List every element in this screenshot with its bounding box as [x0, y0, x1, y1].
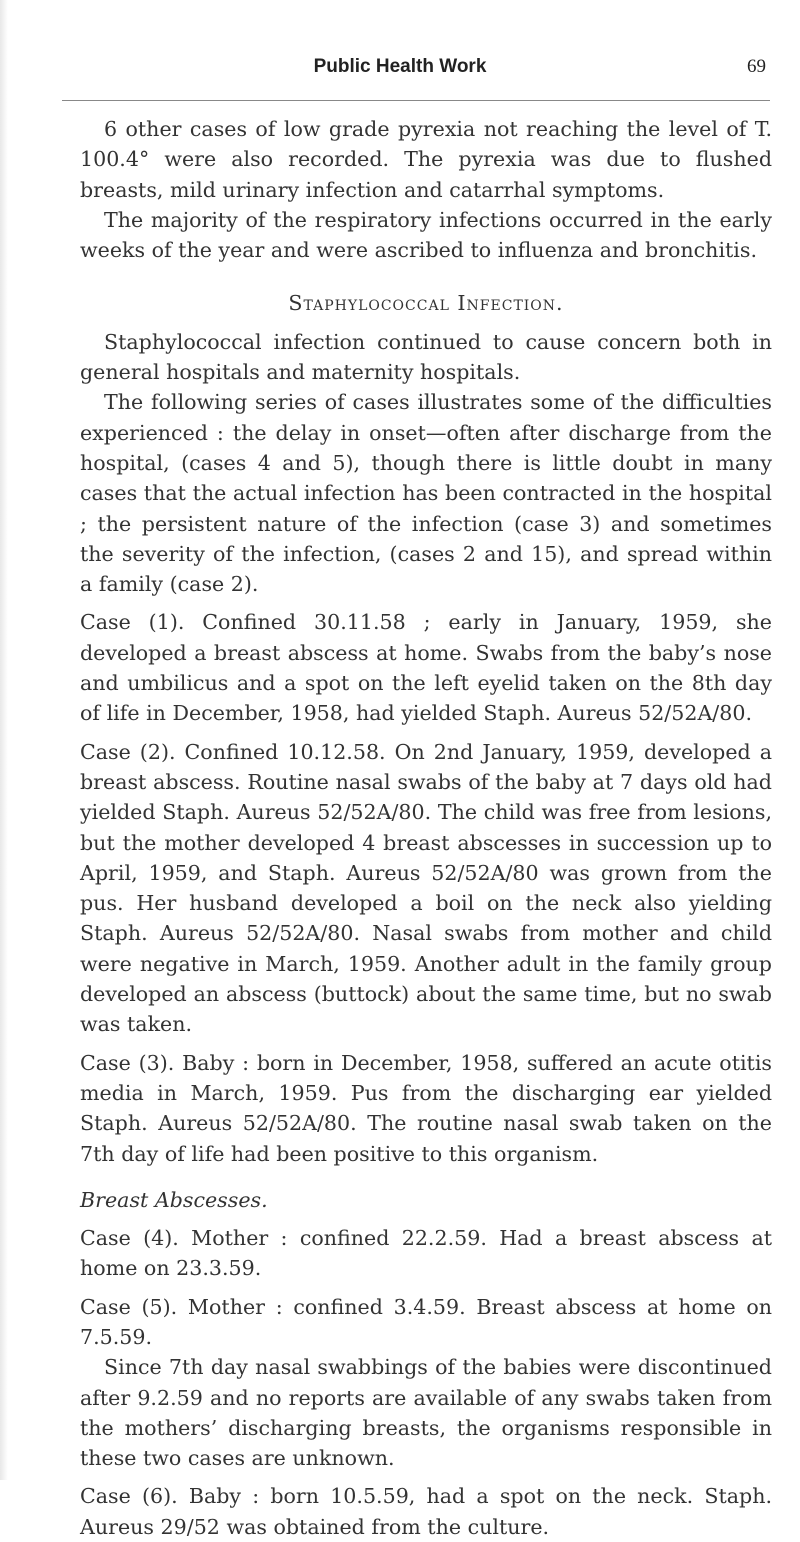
page-number: 69	[747, 56, 766, 77]
paragraph-staph-intro: Staphylococcal infection continued to cause concern both in general hospitals and maternity hospitals.	[80, 329, 772, 385]
case-5: Case (5). Mother : confined 3.4.59. Breast abscess at home on 7.5.59.	[80, 1294, 772, 1349]
header-title: Public Health Work	[313, 56, 487, 77]
case-6: Case (6). Baby : born 10.5.59, had a spot on the neck. Staph. Aureus 29/52 was obtained from the culture.	[80, 1484, 772, 1539]
case-4: Case (4). Mother : confined 22.2.59. Had a breast abscess at home on 23.3.59.	[80, 1226, 772, 1281]
subheading-breast-abscesses: Breast Abscesses.	[80, 1187, 268, 1212]
case-1: Case (1). Confined 30.11.58 ; early in January, 1959, she developed a breast abscess at home. Swabs from the baby’s nose and umbilicus and a spot on the left eyelid taken on the 8th day of life in December, 1958, had yielded Staph. Aureus 52/52A/80.	[80, 610, 772, 726]
case-2: Case (2). Confined 10.12.58. On 2nd January, 1959, developed a breast abscess. Routine nasal swabs of the baby at 7 days old had yielded Staph. Aureus 52/52A/80. The child was free from lesions, but the mother developed 4 breast abscesses in succession up to April, 1959, and Staph. Aureus 52/52A/80 was grown from the pus. Her husband developed a boil on the neck also yielding Staph. Aureus 52/52A/80. Nasal swabs from mother and child were negative in March, 1959. Another adult in the family group developed an abscess (buttock) about the same time, but no swab was taken.	[80, 739, 772, 1037]
paragraph-difficulties: The following series of cases illustrates some of the difficulties experienced : the delay in onset—often after discharge from the hospital, (cases 4 and 5), though there is little doubt in many cases that the actual infection has been contracted in the hospital ; the persistent nature of the infection (case 3) and sometimes the severity of the infection, (cases 2 and 15), and spread within a family (case 2).	[80, 390, 772, 597]
paragraph-swabbings: Since 7th day nasal swabbings of the babies were discontinued after 9.2.59 and no reports are available of any swabs taken from the mothers’ discharging breasts, the organisms responsible in these two cases are unknown.	[80, 1355, 772, 1471]
body-text	[80, 114, 772, 1542]
running-header	[0, 56, 800, 86]
section-heading: Staphylococcal Infection.	[288, 291, 564, 316]
page-edge-shadow	[0, 0, 8, 1480]
paragraph-respiratory: The majority of the respiratory infections occurred in the early weeks of the year and were ascribed to influenza and bronchitis.	[80, 207, 772, 263]
paragraph-pyrexia: 6 other cases of low grade pyrexia not reaching the level of T. 100.4° were also recorded. The pyrexia was due to flushed breasts, mild urinary infection and catarrhal symptoms.	[80, 117, 772, 202]
header-rule	[62, 100, 770, 101]
case-3: Case (3). Baby : born in December, 1958, suffered an acute otitis media in March, 1959. Pus from the discharging ear yielded Staph. Aureus 52/52A/80. The routine nasal swab taken on the 7th day of life had been positive to this organism.	[80, 1050, 772, 1166]
